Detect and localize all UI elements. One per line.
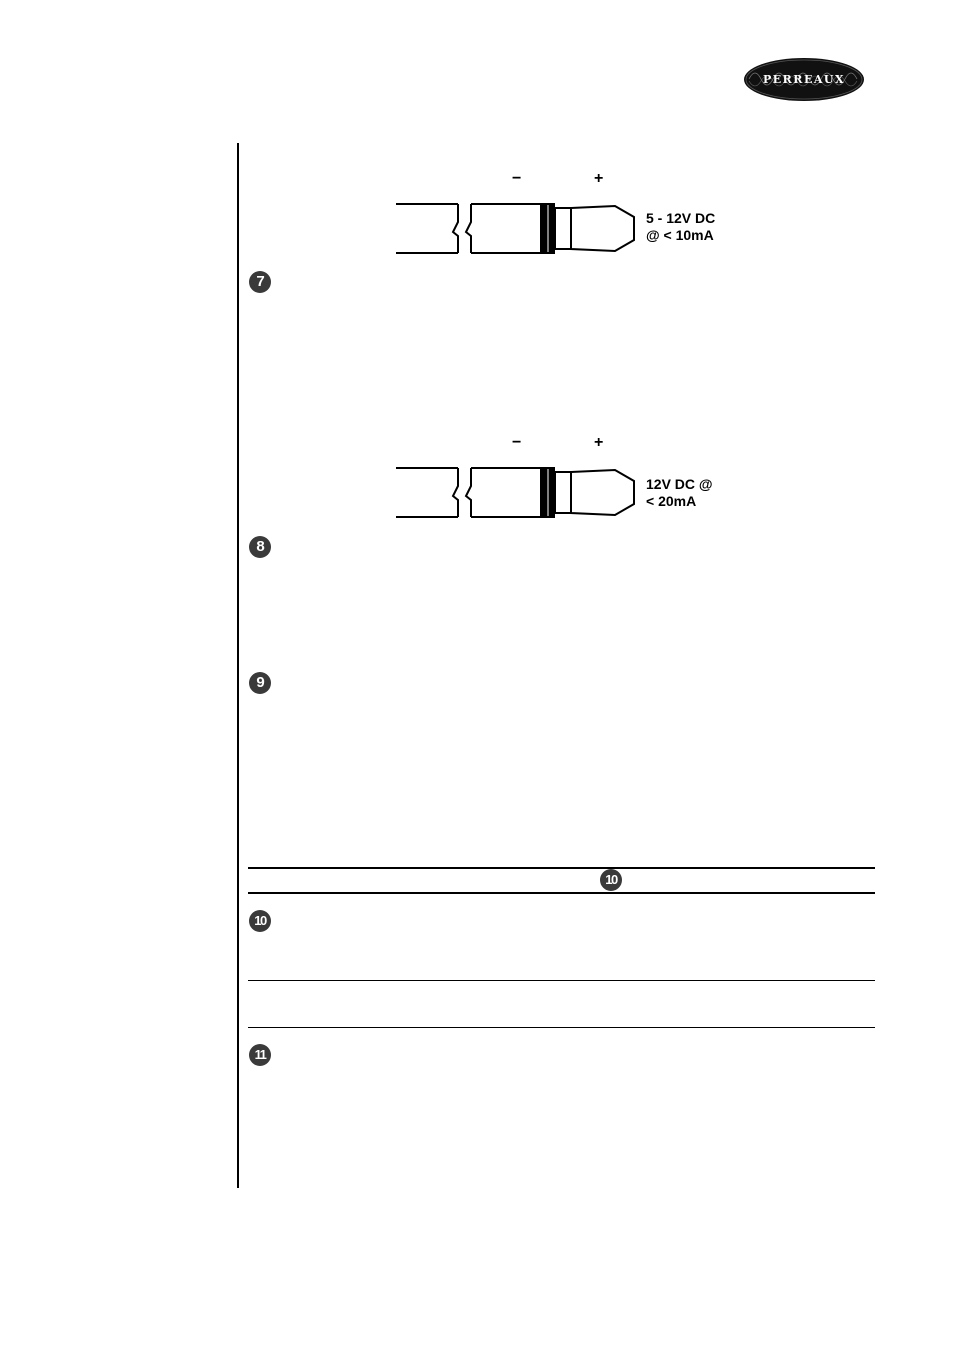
negative-pole-label: − xyxy=(512,434,522,451)
positive-pole-label: + xyxy=(594,434,604,451)
logo-wordmark: PERREAUX xyxy=(763,73,845,86)
table-rule-row xyxy=(248,980,875,981)
section-marker-8: 8 xyxy=(249,536,271,558)
voltage-spec-line-2: < 20mA xyxy=(646,493,697,509)
perreaux-logo xyxy=(743,57,865,102)
jack-diagram-1 xyxy=(390,170,745,260)
positive-pole-label: + xyxy=(594,170,604,187)
section-marker-11: 11 xyxy=(249,1044,271,1066)
voltage-spec-line-1: 5 - 12V DC xyxy=(646,210,716,226)
jack-diagram-2 xyxy=(390,434,745,524)
voltage-spec-line-1: 12V DC @ xyxy=(646,476,713,492)
section-marker-7: 7 xyxy=(249,271,271,293)
table-rule-top xyxy=(248,867,875,869)
table-header-marker-10: 10 xyxy=(600,869,622,891)
voltage-spec-line-2: @ < 10mA xyxy=(646,227,714,243)
margin-rule xyxy=(237,143,239,1188)
voltage-spec xyxy=(646,210,715,244)
table-rule-header xyxy=(248,892,875,894)
voltage-spec xyxy=(646,476,713,510)
section-marker-10: 10 xyxy=(249,910,271,932)
section-marker-9: 9 xyxy=(249,672,271,694)
table-rule-bottom xyxy=(248,1027,875,1028)
negative-pole-label: − xyxy=(512,170,522,187)
